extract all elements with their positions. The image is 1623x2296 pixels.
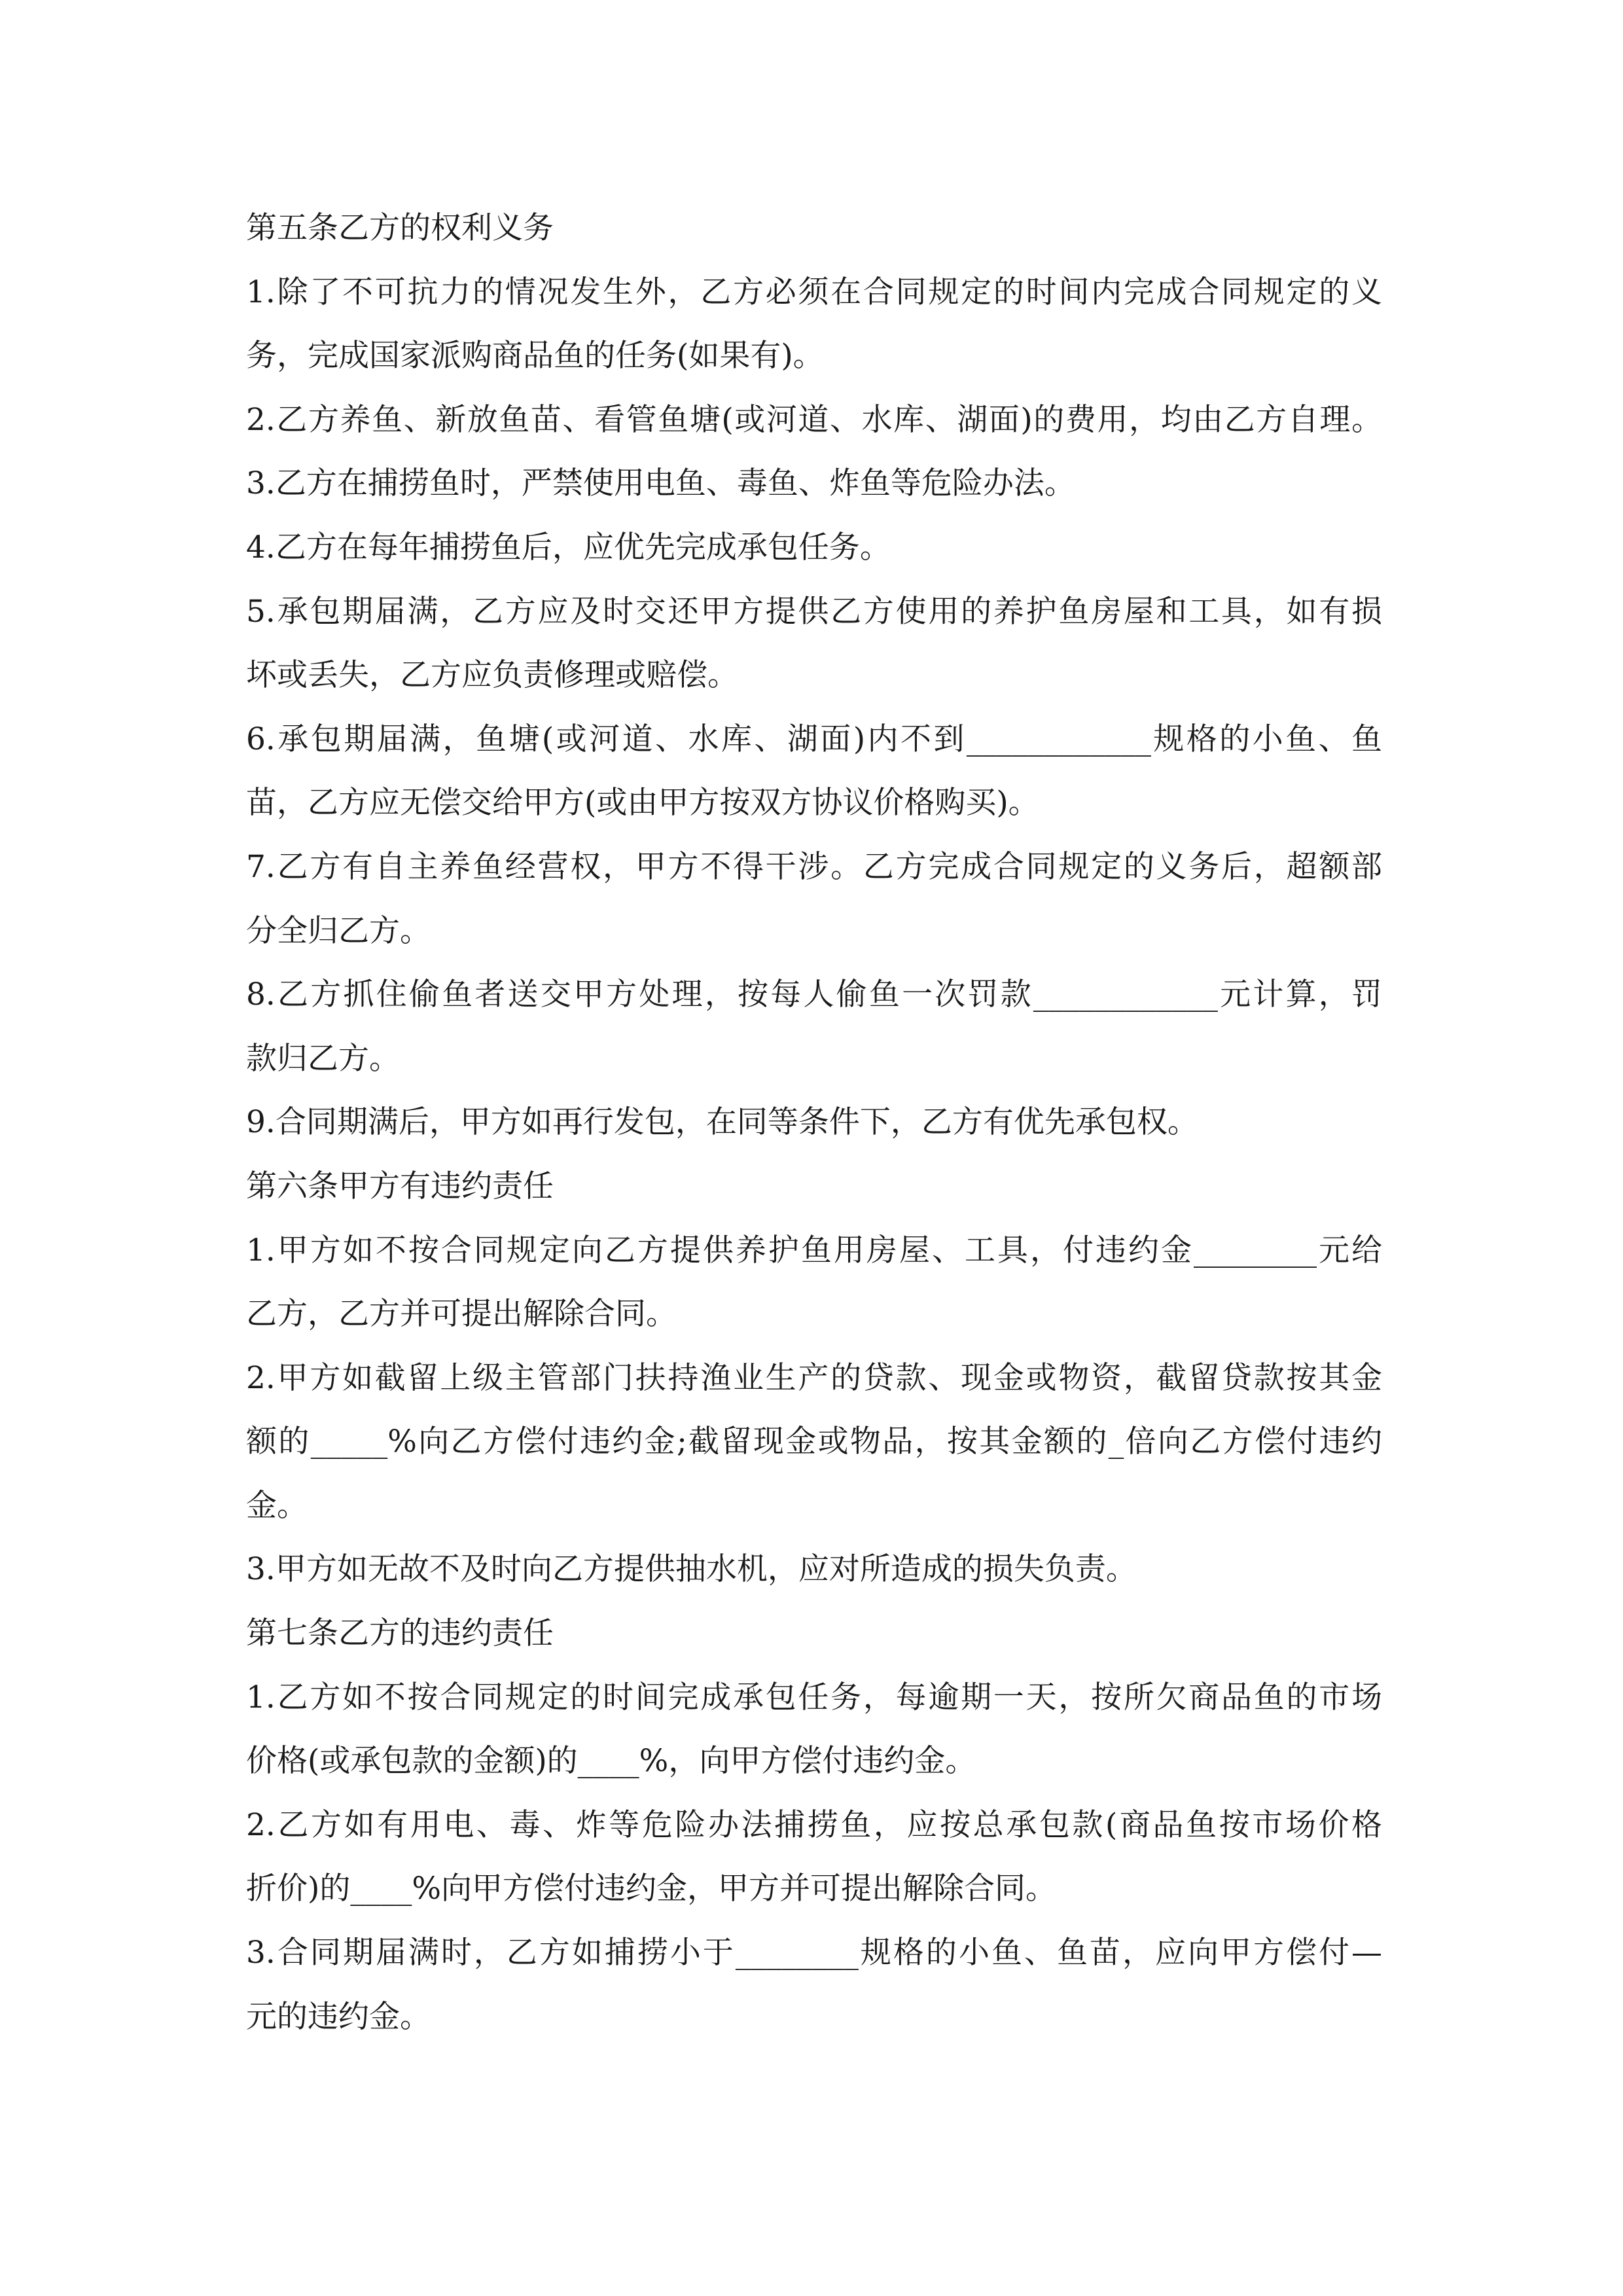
text-line: 款归乙方。 (246, 1040, 400, 1077)
text-line: 6.承包期届满，鱼塘(或河道、水库、湖面)内不到____________规格的小鱼、鱼 (246, 721, 1382, 757)
text-line: 折价)的____%向甲方偿付违约金，甲方并可提出解除合同。 (246, 1871, 1056, 1907)
text-line: 价格(或承包款的金额)的____%，向甲方偿付违约金。 (246, 1743, 976, 1780)
text-line: 金。 (246, 1487, 308, 1524)
text-line: 元的违约金。 (246, 1998, 431, 2035)
text-line: 乙方，乙方并可提出解除合同。 (246, 1296, 677, 1333)
text-line: 7.乙方有自主养鱼经营权，甲方不得干涉。乙方完成合同规定的义务后，超额部 (246, 848, 1382, 885)
text-line: 坏或丢失，乙方应负责修理或赔偿。 (246, 657, 738, 694)
text-line: 1.除了不可抗力的情况发生外，乙方必须在合同规定的时间内完成合同规定的义 (246, 274, 1382, 310)
text-line: 3.乙方在捕捞鱼时，严禁使用电鱼、毒鱼、炸鱼等危险办法。 (246, 465, 1075, 502)
text-line: 4.乙方在每年捕捞鱼后，应优先完成承包任务。 (246, 529, 891, 565)
text-line: 2.乙方如有用电、毒、炸等危险办法捕捞鱼，应按总承包款(商品鱼按市场价格 (246, 1806, 1382, 1843)
text-line: 8.乙方抓住偷鱼者送交甲方处理，按每人偷鱼一次罚款____________元计算，罚 (246, 977, 1382, 1013)
text-line: 3.甲方如无故不及时向乙方提供抽水机，应对所造成的损失负责。 (246, 1551, 1137, 1588)
text-line: 额的_____%向乙方偿付违约金;截留现金或物品，按其金额的_倍向乙方偿付违约 (246, 1424, 1382, 1460)
contract-body (246, 196, 1382, 2049)
text-line: 2.乙方养鱼、新放鱼苗、看管鱼塘(或河道、水库、湖面)的费用，均由乙方自理。 (246, 401, 1382, 438)
text-line: 第七条乙方的违约责任 (246, 1615, 554, 1652)
text-line: 分全归乙方。 (246, 912, 431, 949)
text-line: 1.甲方如不按合同规定向乙方提供养护鱼用房屋、工具，付违约金________元给 (246, 1232, 1382, 1268)
text-line: 务，完成国家派购商品鱼的任务(如果有)。 (246, 338, 824, 374)
text-line: 3.合同期届满时，乙方如捕捞小于________规格的小鱼、鱼苗，应向甲方偿付— (246, 1935, 1382, 1971)
text-line: 苗，乙方应无偿交给甲方(或由甲方按双方协议价格购买)。 (246, 785, 1039, 821)
text-line: 5.承包期届满，乙方应及时交还甲方提供乙方使用的养护鱼房屋和工具，如有损 (246, 593, 1382, 630)
text-line: 第五条乙方的权利义务 (246, 210, 554, 246)
text-line: 9.合同期满后，甲方如再行发包，在同等条件下，乙方有优先承包权。 (246, 1104, 1198, 1141)
text-line: 2.甲方如截留上级主管部门扶持渔业生产的贷款、现金或物资，截留贷款按其金 (246, 1359, 1382, 1396)
text-line: 第六条甲方有违约责任 (246, 1168, 554, 1204)
text-line: 1.乙方如不按合同规定的时间完成承包任务，每逾期一天，按所欠商品鱼的市场 (246, 1679, 1382, 1715)
